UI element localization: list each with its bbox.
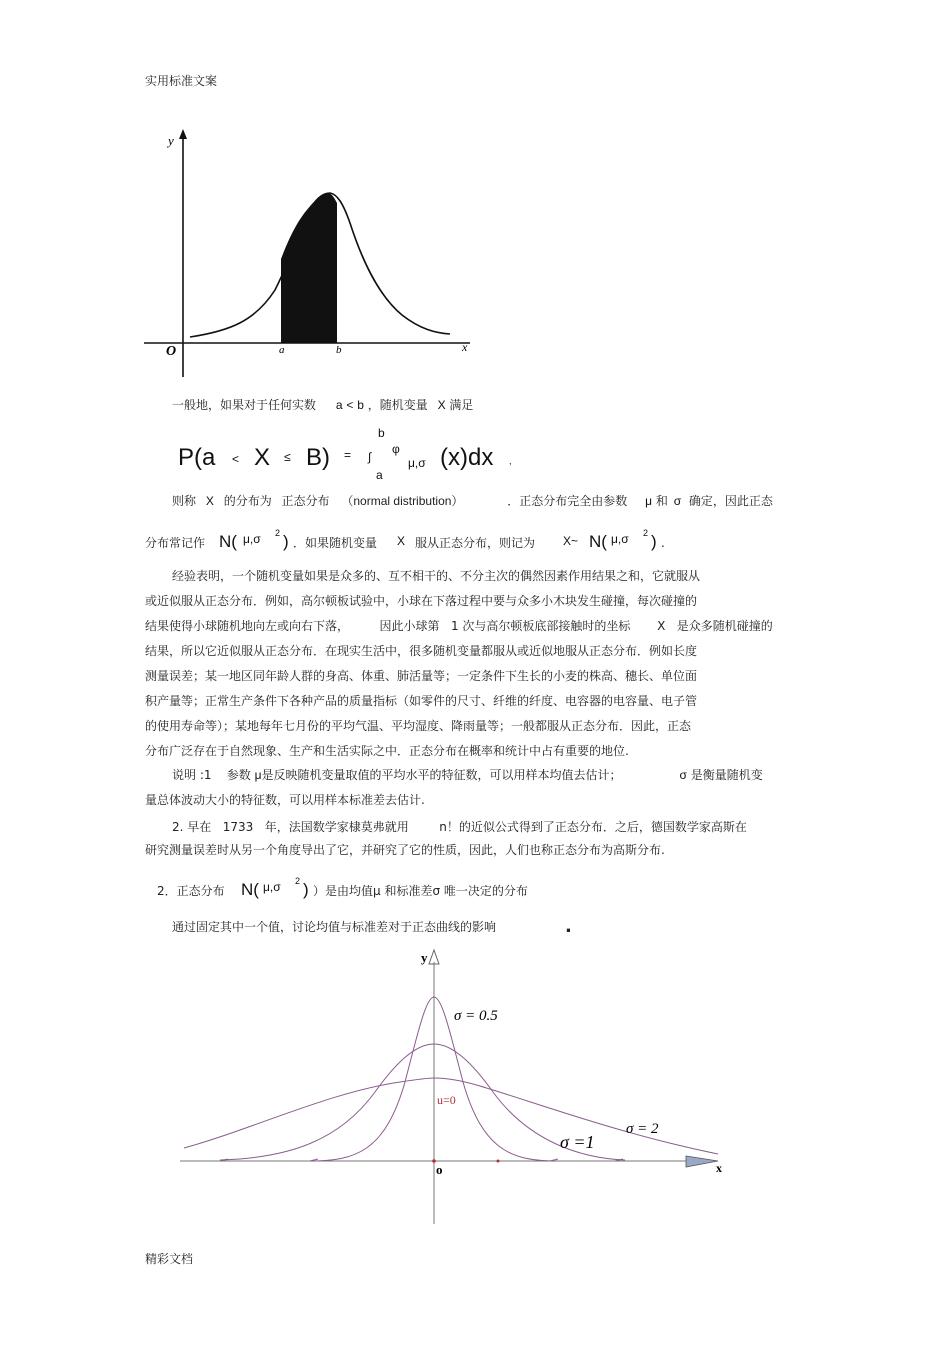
fixed-value-line: 通过固定其中一个值，讨论均值与标准差对于正态曲线的影响 [172,920,497,934]
page-header: 实用标准文案 [145,74,218,88]
notation-line: 分布常记作 N( μ,σ 2 ) ．如果随机变量 X 服从正态分布，则记为 X~ N( μ,σ 2 ) . [145,528,665,551]
label-sigma-2: σ = 2 [626,1121,659,1137]
history-line-1: 2. 早在 1733 年，法国数学家棣莫弗就用 n！的近似公式得到了正态分布．之后，德国数学家高斯在 [172,820,747,834]
paragraph-line-6: 积产量等；正常生产条件下各种产品的质量指标（如零件的尺寸、纤维的纤度、电容器的电容量、电子管 [145,694,698,708]
note-line-2: 量总体波动大小的特征数，可以用样本标准差去估计. [145,793,425,807]
paragraph-line-7: 的使用寿命等）；某地每年七月份的平均气温、平均湿度、降雨量等；一般都服从正态分布．因此，正态 [145,719,692,733]
paragraph-line-2: 或近似服从正态分布．例如，高尔顿板试验中，小球在下落过程中要与众多小木块发生碰撞，每次碰撞的 [145,594,698,608]
y-axis-arrow [429,950,439,964]
page-footer: 精彩文档 [145,1252,194,1266]
paragraph-line-4: 结果，所以它近似服从正态分布．在现实生活中，很多随机变量都服从或近似地服从正态分布．例如长度 [145,644,698,658]
b-label: b [336,344,342,356]
a-label: a [279,344,285,356]
paragraph-line-1: 经验表明，一个随机变量如果是众多的、互不相干的、不分主次的偶然因素作用结果之和，它就服从 [172,569,701,583]
shaded-area [281,193,337,343]
intro-text: 一般地，如果对于任何实数 a < b ，随机变量 X 满足 [172,398,474,412]
paragraph-line-8: 分布广泛存在于自然现象、生产和生活实际之中．正态分布在概率和统计中占有重要的地位. [145,744,629,758]
paragraph-line-3: 结果使得小球随机地向左或向右下落， 因此小球第 1 次与高尔顿板底部接触时的坐标 X 是众多随机碰撞的 [145,619,773,633]
definition-line: 则称 X 的分布为 正态分布 （normal distribution） ．正态分布完全由参数 μ 和 σ 确定，因此正态 [172,494,773,508]
normal-curve-shaded-figure [140,125,480,383]
label-u0: u=0 [437,1093,456,1107]
x-axis-arrow [686,1156,718,1167]
normal-curves-sigma-figure [170,942,740,1227]
y-axis-arrow [179,129,187,139]
origin-label: o [436,1162,443,1177]
x-axis-label: x [716,1161,722,1175]
label-sigma-0.5: σ = 0.5 [454,1008,498,1024]
axis-marker [497,1160,500,1163]
y-axis-label: y [421,950,428,965]
probability-formula: P(a < X ≤ B) = b ∫ a φ μ,σ (x)dx , [178,426,512,482]
paragraph-line-5: 测量误差；某一地区同年龄人群的身高、体重、肺活量等；一定条件下生长的小麦的株高、穗长、单位面 [145,669,698,683]
y-axis-label: y [168,133,174,148]
label-sigma-1: σ =1 [560,1132,595,1152]
note-line-1: 说明 :1 参数 μ是反映随机变量取值的平均水平的特征数，可以用样本均值去估计； σ 是衡量随机变 [172,768,763,782]
x-axis-label: x [462,340,468,354]
section-2-heading: 2．正态分布 N( μ,σ 2 ) ）是由均值μ 和标准差σ 唯一决定的分布 [157,876,528,899]
origin-label: O [166,344,177,359]
history-line-2: 研究测量误差时从另一个角度导出了它，并研究了它的性质，因此，人们也称正态分布为高斯分布. [145,843,665,857]
curve-sigma-2 [184,1078,718,1154]
stray-dot: . [565,916,572,937]
